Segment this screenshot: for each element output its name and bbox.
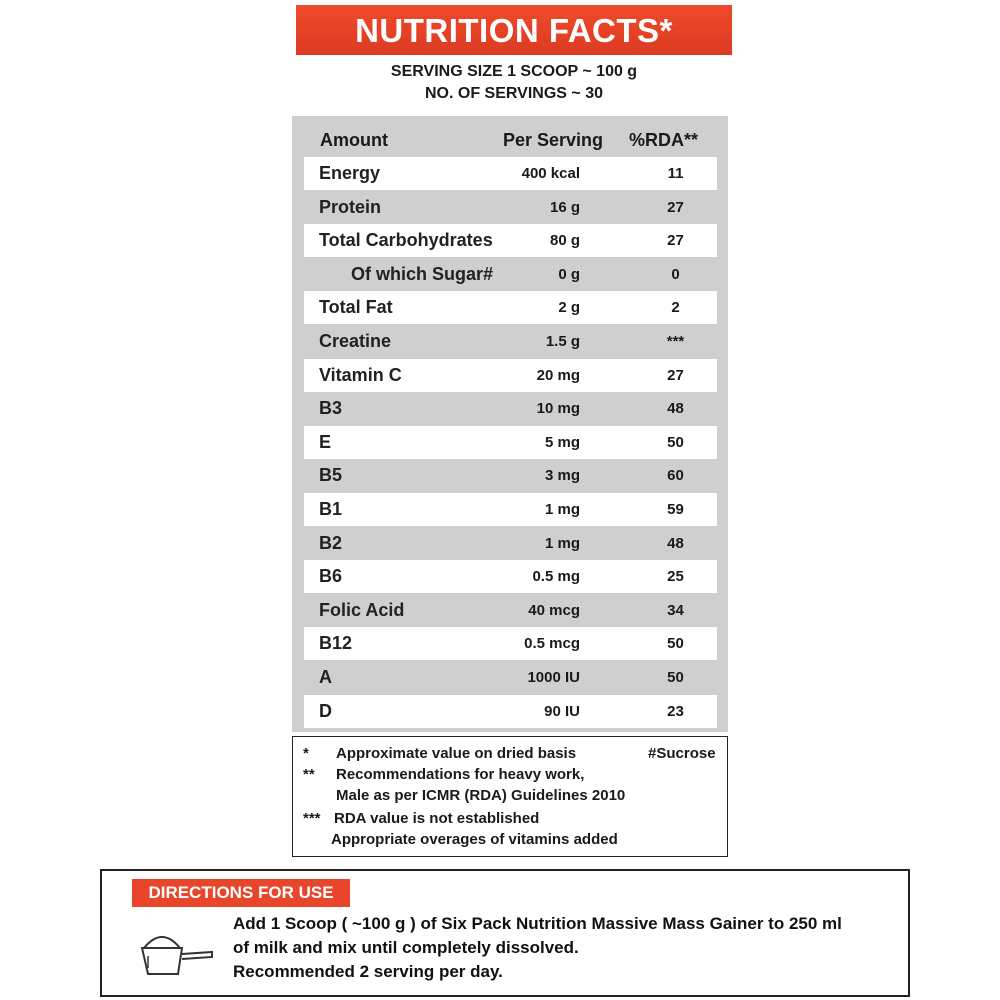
sucrose-note: #Sucrose bbox=[648, 745, 716, 762]
rda-value: 48 bbox=[667, 400, 684, 418]
rda-value: 48 bbox=[667, 534, 684, 552]
nutrient-name: Energy bbox=[319, 163, 381, 183]
rda-value: *** bbox=[666, 333, 685, 350]
directions-line-1: Add 1 Scoop ( ~100 g ) of Six Pack Nutrition Massive Mass Gainer to 250 ml bbox=[233, 914, 842, 933]
table-row bbox=[304, 157, 717, 190]
nutrient-name: Protein bbox=[319, 196, 382, 217]
nutrient-name: Total Fat bbox=[319, 297, 393, 318]
nutrient-name: B3 bbox=[319, 398, 343, 419]
per-serving-value: 80 g bbox=[549, 232, 580, 250]
nutrient-name: Vitamin C bbox=[319, 364, 402, 385]
per-serving-value: 400 kcal bbox=[521, 165, 580, 182]
per-serving-value: 1.5 g bbox=[545, 333, 580, 350]
directions-line-3: Recommended 2 serving per day. bbox=[233, 962, 503, 981]
footnote-3-line2: Appropriate overages of vitamins added bbox=[331, 831, 618, 848]
directions-line-2: of milk and mix until completely dissolved. bbox=[233, 938, 579, 957]
table-row bbox=[304, 560, 717, 593]
table-row bbox=[304, 627, 717, 660]
per-serving-value: 1 mg bbox=[544, 534, 580, 552]
rda-value: 50 bbox=[667, 669, 684, 686]
table-row bbox=[304, 459, 717, 492]
directions-heading: DIRECTIONS FOR USE bbox=[132, 879, 350, 907]
footnote-1-text: Approximate value on dried basis bbox=[336, 745, 577, 762]
table-row bbox=[304, 258, 717, 291]
serving-info bbox=[296, 61, 732, 105]
table-row bbox=[304, 426, 717, 459]
nutrient-name: E bbox=[319, 431, 332, 452]
table-row bbox=[304, 493, 717, 526]
table-row bbox=[304, 392, 717, 425]
scoop-icon bbox=[138, 924, 216, 980]
header-amount: Amount bbox=[320, 130, 388, 150]
header-per-serving: Per Serving bbox=[503, 130, 604, 150]
table-row bbox=[304, 325, 717, 358]
nutrient-name: D bbox=[319, 700, 332, 721]
nutrient-name: B1 bbox=[319, 499, 343, 519]
page-title: NUTRITION FACTS* bbox=[296, 5, 732, 55]
nutrient-name: Total Carbohydrates bbox=[319, 230, 493, 251]
table-row bbox=[304, 191, 717, 224]
nutrient-name: B6 bbox=[319, 566, 343, 587]
rda-value: 27 bbox=[667, 366, 684, 384]
per-serving-value: 16 g bbox=[549, 198, 580, 216]
table-row bbox=[304, 224, 717, 257]
footnote-marker-2: ** bbox=[303, 766, 315, 783]
per-serving-value: 90 IU bbox=[544, 702, 580, 720]
serving-size: SERVING SIZE 1 SCOOP ~ 100 g bbox=[390, 63, 638, 80]
nutrient-name: Of which Sugar# bbox=[351, 263, 494, 284]
per-serving-value: 0.5 mg bbox=[532, 568, 580, 586]
header-rda: %RDA** bbox=[629, 130, 699, 150]
table-row bbox=[304, 695, 717, 728]
footnote-2-line2: Male as per ICMR (RDA) Guidelines 2010 bbox=[336, 787, 626, 804]
rda-value: 59 bbox=[667, 501, 684, 518]
footnote-3-line1: RDA value is not established bbox=[334, 810, 540, 827]
table-row bbox=[304, 594, 717, 627]
per-serving-value: 40 mcg bbox=[528, 601, 580, 619]
nutrient-name: B12 bbox=[319, 633, 353, 654]
rda-value: 0 bbox=[671, 265, 680, 283]
per-serving-value: 2 g bbox=[558, 299, 580, 317]
nutrient-name: Creatine bbox=[319, 331, 392, 351]
rda-value: 27 bbox=[667, 232, 684, 250]
rda-value: 23 bbox=[667, 702, 684, 720]
per-serving-value: 0 g bbox=[558, 265, 580, 283]
directions-text bbox=[233, 912, 903, 984]
per-serving-value: 5 mg bbox=[544, 433, 580, 451]
nutrient-name: A bbox=[319, 667, 332, 687]
nutrient-name: B2 bbox=[319, 532, 343, 553]
rda-value: 50 bbox=[667, 635, 684, 653]
per-serving-value: 1 mg bbox=[544, 501, 580, 518]
nutrient-name: Folic Acid bbox=[319, 599, 405, 620]
table-row bbox=[304, 359, 717, 392]
per-serving-value: 1000 IU bbox=[527, 669, 580, 686]
table-row bbox=[304, 291, 717, 324]
rda-value: 27 bbox=[667, 198, 684, 216]
footnote-marker-3: *** bbox=[303, 810, 321, 827]
servings-count: NO. OF SERVINGS ~ 30 bbox=[425, 85, 603, 102]
footnote-2-line1: Recommendations for heavy work, bbox=[336, 766, 585, 783]
rda-value: 2 bbox=[671, 299, 680, 317]
per-serving-value: 3 mg bbox=[544, 467, 580, 485]
table-row bbox=[304, 527, 717, 560]
footnotes-box bbox=[292, 736, 728, 857]
rda-value: 34 bbox=[667, 601, 684, 619]
per-serving-value: 20 mg bbox=[536, 366, 580, 384]
rda-value: 60 bbox=[667, 467, 684, 485]
nutrient-name: B5 bbox=[319, 465, 343, 486]
rda-value: 11 bbox=[667, 165, 684, 182]
table-row bbox=[304, 661, 717, 694]
per-serving-value: 0.5 mcg bbox=[524, 635, 580, 653]
rda-value: 50 bbox=[667, 433, 684, 451]
rda-value: 25 bbox=[667, 568, 684, 586]
per-serving-value: 10 mg bbox=[536, 400, 580, 418]
footnote-marker-1: * bbox=[303, 745, 309, 762]
